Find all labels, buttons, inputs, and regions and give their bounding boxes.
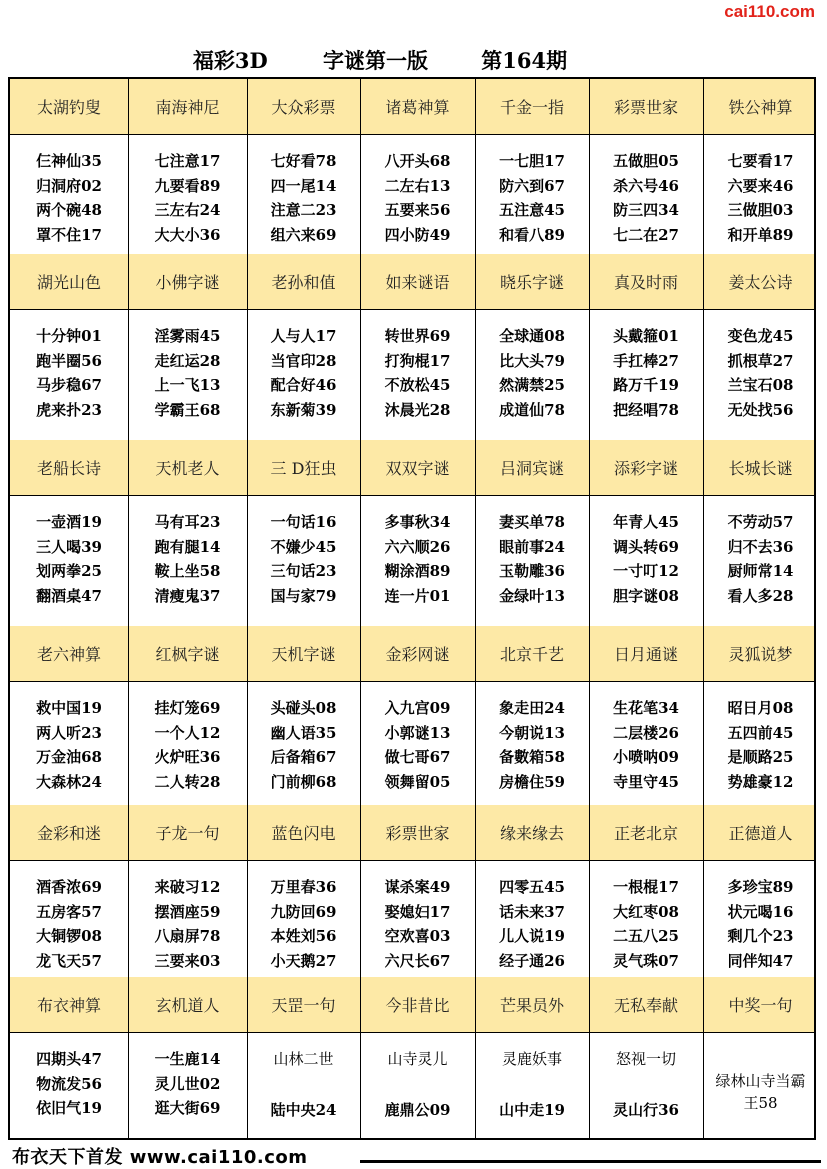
riddle-cell [589,860,703,977]
column-title: 缘来缘去 [499,824,564,843]
riddle-line: 多事秋34 [384,513,451,531]
riddle-line: 划两拳25 [36,562,102,580]
riddle-cell [10,134,128,254]
riddle-line: 三人喝39 [36,537,102,556]
riddle-line: 转世界69 [384,327,451,345]
riddle-line: 二层楼26 [613,723,679,742]
column-title: 正德道人 [728,824,793,843]
riddle-line: 抓根草27 [727,351,794,370]
issue-number: 第164期 [481,48,568,73]
riddle-line: 一寸叮12 [613,562,679,580]
column-title: 小佛字谜 [155,273,220,292]
column-title: 彩票世家 [385,824,450,843]
column-title: 灵狐说梦 [728,645,793,664]
riddle-line: 门前柳68 [270,772,337,791]
riddle-line: 灵鹿妖事 [501,1050,562,1068]
riddle-line: 谋杀案49 [384,878,451,896]
riddle-line: 仨神仙35 [36,152,102,170]
column-title: 太湖钓叟 [36,98,101,117]
riddle-line: 大大小36 [154,225,221,244]
edition-name: 字谜第一版 [322,48,428,73]
riddle-line: 妻买单78 [499,513,565,531]
riddle-cell [247,1032,360,1138]
lottery-name: 福彩3D [192,48,268,73]
column-title: 子龙一句 [155,824,220,843]
riddle-cell [10,860,128,977]
riddle-line: 无处找56 [727,400,794,419]
riddle-line: 归洞府02 [36,176,102,195]
riddle-line: 国与家79 [270,586,337,605]
riddle-line: 全球通08 [499,327,565,345]
riddle-line: 山中走19 [499,1100,565,1119]
page-title [0,45,760,75]
riddle-cell [247,134,360,254]
riddle-line: 灵气珠07 [613,951,679,970]
riddle-line: 马有耳23 [154,513,221,531]
riddle-line: 手扛棒27 [613,351,679,370]
riddle-line: 象走田24 [499,699,565,717]
riddle-line: 绿林山寺当霸王58 [715,1072,806,1112]
riddle-line: 组六来69 [270,225,337,244]
riddle-line: 头戴箍01 [613,327,679,345]
footer-banner: 布衣天下首发 www.cai110.com [12,1147,308,1168]
riddle-cell [247,681,360,805]
riddle-line: 和看八89 [499,225,565,244]
riddle-line: 房檐住59 [499,772,565,791]
riddle-line: 话未来37 [499,902,565,921]
riddle-line: 然满禁25 [499,376,565,394]
riddle-cell [360,134,475,254]
riddle-line: 清瘦鬼37 [154,586,221,605]
riddle-line: 备數箱58 [499,748,565,766]
riddle-line: 六六顺26 [384,537,451,556]
riddle-line: 生花笔34 [613,699,679,717]
riddle-cell [703,134,816,254]
column-divider [128,79,129,1138]
riddle-cell [128,681,247,805]
riddle-line: 酒香浓69 [36,878,102,896]
riddle-line: 不放松45 [384,376,451,394]
riddle-line: 头碰头08 [270,699,337,717]
riddle-line: 领舞留05 [384,772,451,791]
riddle-line: 一七胆17 [499,152,565,170]
riddle-line: 是顺路25 [727,748,794,766]
riddle-line: 二人转28 [154,772,221,791]
column-title: 日月通谜 [613,645,678,664]
riddle-line: 不劳动57 [727,513,794,531]
riddle-line: 八开头68 [384,152,451,170]
riddle-line: 虎来扑23 [36,400,102,419]
riddle-cell [475,1032,589,1138]
riddle-cell [247,495,360,626]
column-divider [475,79,476,1138]
riddle-line: 三要来03 [154,951,221,970]
riddle-line: 龙飞天57 [36,951,102,970]
riddle-cell [703,309,816,440]
riddle-line: 配合好46 [270,376,337,394]
riddle-line: 杀六号46 [613,176,679,195]
riddle-table [8,77,816,1140]
riddle-line: 学霸王68 [154,400,221,419]
column-title: 双双字谜 [385,459,450,478]
riddle-cell [360,495,475,626]
riddle-cell [128,309,247,440]
column-title: 布衣神算 [36,996,101,1015]
riddle-line: 六要来46 [727,176,794,195]
riddle-line: 幽人语35 [270,723,337,742]
riddle-line: 七好看78 [270,152,337,170]
column-title: 正老北京 [613,824,678,843]
riddle-cell [247,309,360,440]
riddle-line: 眼前事24 [499,537,565,556]
riddle-cell [475,309,589,440]
column-divider [247,79,248,1138]
riddle-line: 四小防49 [384,225,451,244]
riddle-cell [703,1032,816,1138]
riddle-line: 灵儿世02 [154,1074,221,1093]
riddle-line: 兰宝石08 [727,376,794,394]
riddle-line: 归不去36 [727,537,794,556]
riddle-line: 小天鹅27 [270,951,337,970]
riddle-line: 比大头79 [499,351,565,370]
column-title: 北京千艺 [499,645,564,664]
column-title: 玄机道人 [155,996,220,1015]
riddle-line: 路万千19 [613,376,679,394]
riddle-cell [589,681,703,805]
riddle-line: 儿人说19 [499,927,565,945]
riddle-cell [128,860,247,977]
riddle-cell [475,681,589,805]
riddle-line: 八扇屏78 [154,927,221,945]
riddle-line: 昭日月08 [727,699,794,717]
riddle-cell [589,309,703,440]
riddle-line: 空欢喜03 [384,927,451,945]
riddle-line: 打狗棍17 [384,351,451,370]
riddle-cell [128,495,247,626]
column-title: 红枫字谜 [155,645,220,664]
riddle-line: 五要来56 [384,201,451,219]
column-divider [589,79,590,1138]
riddle-line: 六尺长67 [384,951,451,970]
riddle-line: 二左右13 [384,176,451,195]
column-title: 晓乐字谜 [499,273,564,292]
riddle-line: 三句话23 [270,562,337,580]
riddle-line: 大红枣08 [613,902,679,921]
riddle-line: 经子通26 [499,951,565,970]
riddle-line: 九要看89 [154,176,221,195]
column-title: 三 D狂虫 [270,459,337,478]
riddle-line: 看人多28 [727,586,794,605]
riddle-line: 四期头47 [36,1050,102,1068]
riddle-line: 救中国19 [36,699,102,717]
riddle-cell [703,495,816,626]
riddle-line: 翻酒桌47 [36,586,102,605]
riddle-cell [360,1032,475,1138]
riddle-line: 东新菊39 [270,400,337,419]
riddle-line: 一根棍17 [613,878,679,896]
riddle-line: 罩不住17 [36,225,102,244]
footer-divider [360,1160,821,1163]
riddle-line: 一个人12 [154,723,221,742]
riddle-line: 注意二23 [270,201,337,219]
riddle-line: 跑半圈56 [36,351,102,370]
riddle-line: 金绿叶13 [499,586,565,605]
riddle-line: 山林二世 [273,1050,334,1068]
site-logo: cai110.com [724,2,815,21]
riddle-cell [247,860,360,977]
riddle-cell [703,681,816,805]
riddle-line: 三做胆03 [727,201,794,219]
riddle-line: 火炉旺36 [154,748,221,766]
riddle-line: 防六到67 [499,176,565,195]
riddle-line: 剩几个23 [727,927,794,945]
riddle-line: 陆中央24 [270,1100,337,1119]
column-title: 金彩和迷 [36,824,101,843]
riddle-line: 胆字谜08 [613,586,679,605]
column-title: 天罡一句 [271,996,336,1015]
riddle-line: 娶媳妇17 [384,902,451,921]
column-title: 老孙和值 [271,273,336,292]
column-title: 如来谜语 [385,273,450,292]
riddle-line: 一句话16 [270,513,337,531]
riddle-line: 年青人45 [613,513,679,531]
column-title: 大众彩票 [271,98,336,117]
riddle-line: 三左右24 [154,201,221,219]
riddle-line: 物流发56 [36,1074,102,1093]
riddle-cell [360,860,475,977]
riddle-line: 鹿鼎公09 [384,1100,451,1119]
riddle-cell [128,134,247,254]
riddle-line: 五四前45 [727,723,794,742]
riddle-line: 大森林24 [36,772,102,791]
column-title: 无私奉献 [613,996,678,1015]
column-divider [360,79,361,1138]
riddle-line: 上一飞13 [154,376,221,394]
column-divider [703,79,704,1138]
riddle-line: 跑有腿14 [154,537,221,556]
column-title: 彩票世家 [613,98,678,117]
riddle-line: 七二在27 [613,225,679,244]
riddle-line: 逛大街69 [154,1099,221,1117]
riddle-line: 两个碗48 [36,201,102,219]
riddle-line: 马步稳67 [36,376,102,394]
riddle-line: 九防回69 [270,902,337,921]
riddle-line: 做七哥67 [384,748,451,766]
riddle-line: 后备箱67 [270,748,337,766]
riddle-line: 鞍上坐58 [154,562,221,580]
column-title: 长城长谜 [728,459,793,478]
riddle-line: 五注意45 [499,201,565,219]
riddle-line: 灵山行36 [613,1100,679,1119]
riddle-cell [589,1032,703,1138]
riddle-line: 和开单89 [727,225,794,244]
riddle-line: 沐晨光28 [384,400,451,419]
riddle-line: 变色龙45 [727,327,794,345]
column-title: 南海神尼 [155,98,220,117]
riddle-line: 今朝说13 [499,723,565,742]
riddle-line: 走红运28 [154,351,221,370]
column-title: 天机老人 [155,459,220,478]
riddle-line: 成道仙78 [499,400,565,419]
riddle-line: 山寺灵儿 [387,1050,448,1068]
column-title: 金彩网谜 [385,645,450,664]
riddle-line: 把经唱78 [613,400,679,419]
riddle-line: 本姓刘56 [270,927,337,945]
riddle-line: 寺里守45 [613,772,679,791]
riddle-cell [475,495,589,626]
column-title: 姜太公诗 [728,273,793,292]
column-title: 添彩字谜 [613,459,678,478]
riddle-line: 淫雾雨45 [154,327,221,345]
column-title: 天机字谜 [271,645,336,664]
riddle-line: 厨师常14 [727,562,794,580]
riddle-line: 七要看17 [727,152,794,170]
riddle-line: 多珍宝89 [727,878,794,896]
riddle-line: 人与人17 [270,327,337,345]
riddle-cell [128,1032,247,1138]
riddle-cell [10,681,128,805]
riddle-line: 五房客57 [36,902,102,921]
riddle-line: 小郭谜13 [384,723,451,742]
riddle-line: 玉勒雕36 [499,562,565,580]
riddle-line: 四一尾14 [270,176,337,195]
column-title: 吕洞宾谜 [499,459,564,478]
riddle-line: 当官印28 [270,351,337,370]
riddle-cell [10,309,128,440]
column-title: 今非昔比 [385,996,450,1015]
column-title: 老六神算 [36,645,101,664]
riddle-line: 势雄豪12 [727,772,794,791]
column-title: 芒果员外 [499,996,564,1015]
riddle-line: 二五八25 [613,927,679,945]
column-title: 铁公神算 [728,98,793,117]
riddle-cell [475,134,589,254]
column-title: 蓝色闪电 [271,824,336,843]
riddle-line: 挂灯笼69 [154,699,221,717]
riddle-cell [703,860,816,977]
riddle-line: 一壶酒19 [36,513,102,531]
riddle-line: 大铜锣08 [36,927,102,945]
riddle-line: 七注意17 [154,152,221,170]
riddle-cell [360,309,475,440]
riddle-line: 连一片01 [384,586,451,605]
riddle-line: 糊涂酒89 [384,562,451,580]
riddle-line: 来破习12 [154,878,221,896]
riddle-line: 万里春36 [270,878,337,896]
riddle-line: 两人听23 [36,723,102,742]
column-title: 真及时雨 [613,273,678,292]
riddle-cell [589,495,703,626]
riddle-line: 同伴知47 [727,951,794,970]
riddle-cell [10,495,128,626]
column-title: 诸葛神算 [385,98,450,117]
riddle-line: 依旧气19 [36,1099,102,1117]
riddle-line: 十分钟01 [36,327,102,345]
column-title: 湖光山色 [36,273,101,292]
riddle-line: 怒视一切 [615,1050,676,1068]
column-title: 千金一指 [499,98,564,117]
riddle-line: 小喷呐09 [613,748,679,766]
riddle-line: 调头转69 [613,537,679,556]
column-title: 老船长诗 [36,459,101,478]
riddle-cell [10,1032,128,1138]
riddle-cell [589,134,703,254]
column-title: 中奖一句 [728,996,793,1015]
riddle-line: 万金油68 [36,748,102,766]
riddle-line: 入九宫09 [384,699,451,717]
riddle-line: 五做胆05 [613,152,679,170]
riddle-cell [360,681,475,805]
riddle-line: 四零五45 [499,878,565,896]
riddle-line: 状元喝16 [727,902,794,921]
riddle-line: 摆酒座59 [154,902,221,921]
riddle-line: 不嫌少45 [270,537,337,556]
riddle-line: 防三四34 [613,201,679,219]
riddle-line: 一生鹿14 [154,1050,221,1068]
riddle-cell [475,860,589,977]
